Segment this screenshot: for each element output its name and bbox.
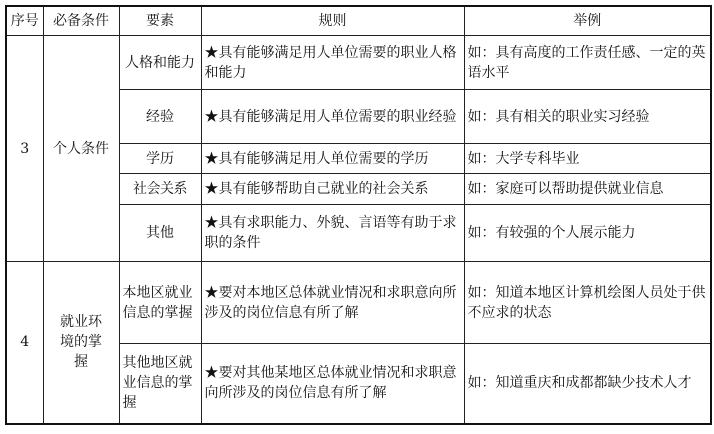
header-element: 要素: [119, 6, 201, 36]
group-condition: 个人条件: [43, 36, 119, 262]
table-row: [6, 36, 711, 90]
header-number: 序号: [6, 6, 43, 36]
requirements-table: [5, 5, 712, 425]
row-element: 社会关系: [119, 174, 201, 205]
group-number: 4: [6, 262, 43, 424]
row-example: 如：具有相关的职业实习经验: [464, 90, 711, 144]
row-example: 如：大学专科毕业: [464, 144, 711, 174]
header-row: [6, 6, 711, 36]
row-example: 如：家庭可以帮助提供就业信息: [464, 174, 711, 205]
row-rule: ★具有能够满足用人单位需要的职业经验: [201, 90, 464, 144]
group-number: 3: [6, 36, 43, 262]
row-element: 经验: [119, 90, 201, 144]
row-rule: ★要对本地区总体就业情况和求职意向所涉及的岗位信息有所了解: [201, 262, 464, 344]
header-example: 举例: [464, 6, 711, 36]
row-example: 如：知道重庆和成都都缺少技术人才: [464, 344, 711, 424]
row-element: 其他地区就业信息的掌握: [119, 344, 201, 424]
group-condition: 就业环境的掌握: [43, 262, 119, 424]
row-element: 其他: [119, 205, 201, 262]
row-element: 人格和能力: [119, 36, 201, 90]
row-element: 本地区就业信息的掌握: [119, 262, 201, 344]
row-element: 学历: [119, 144, 201, 174]
row-example: 如：具有高度的工作责任感、一定的英语水平: [464, 36, 711, 90]
table-row: [6, 262, 711, 344]
row-rule: ★具有能够帮助自己就业的社会关系: [201, 174, 464, 205]
row-rule: ★具有能够满足用人单位需要的学历: [201, 144, 464, 174]
row-rule: ★具有求职能力、外貌、言语等有助于求职的条件: [201, 205, 464, 262]
row-rule: ★要对其他某地区总体就业情况和求职意向所涉及的岗位信息有所了解: [201, 344, 464, 424]
row-rule: ★具有能够满足用人单位需要的职业人格和能力: [201, 36, 464, 90]
row-example: 如：知道本地区计算机绘图人员处于供不应求的状态: [464, 262, 711, 344]
header-rule: 规则: [201, 6, 464, 36]
row-example: 如：有较强的个人展示能力: [464, 205, 711, 262]
header-condition: 必备条件: [43, 6, 119, 36]
